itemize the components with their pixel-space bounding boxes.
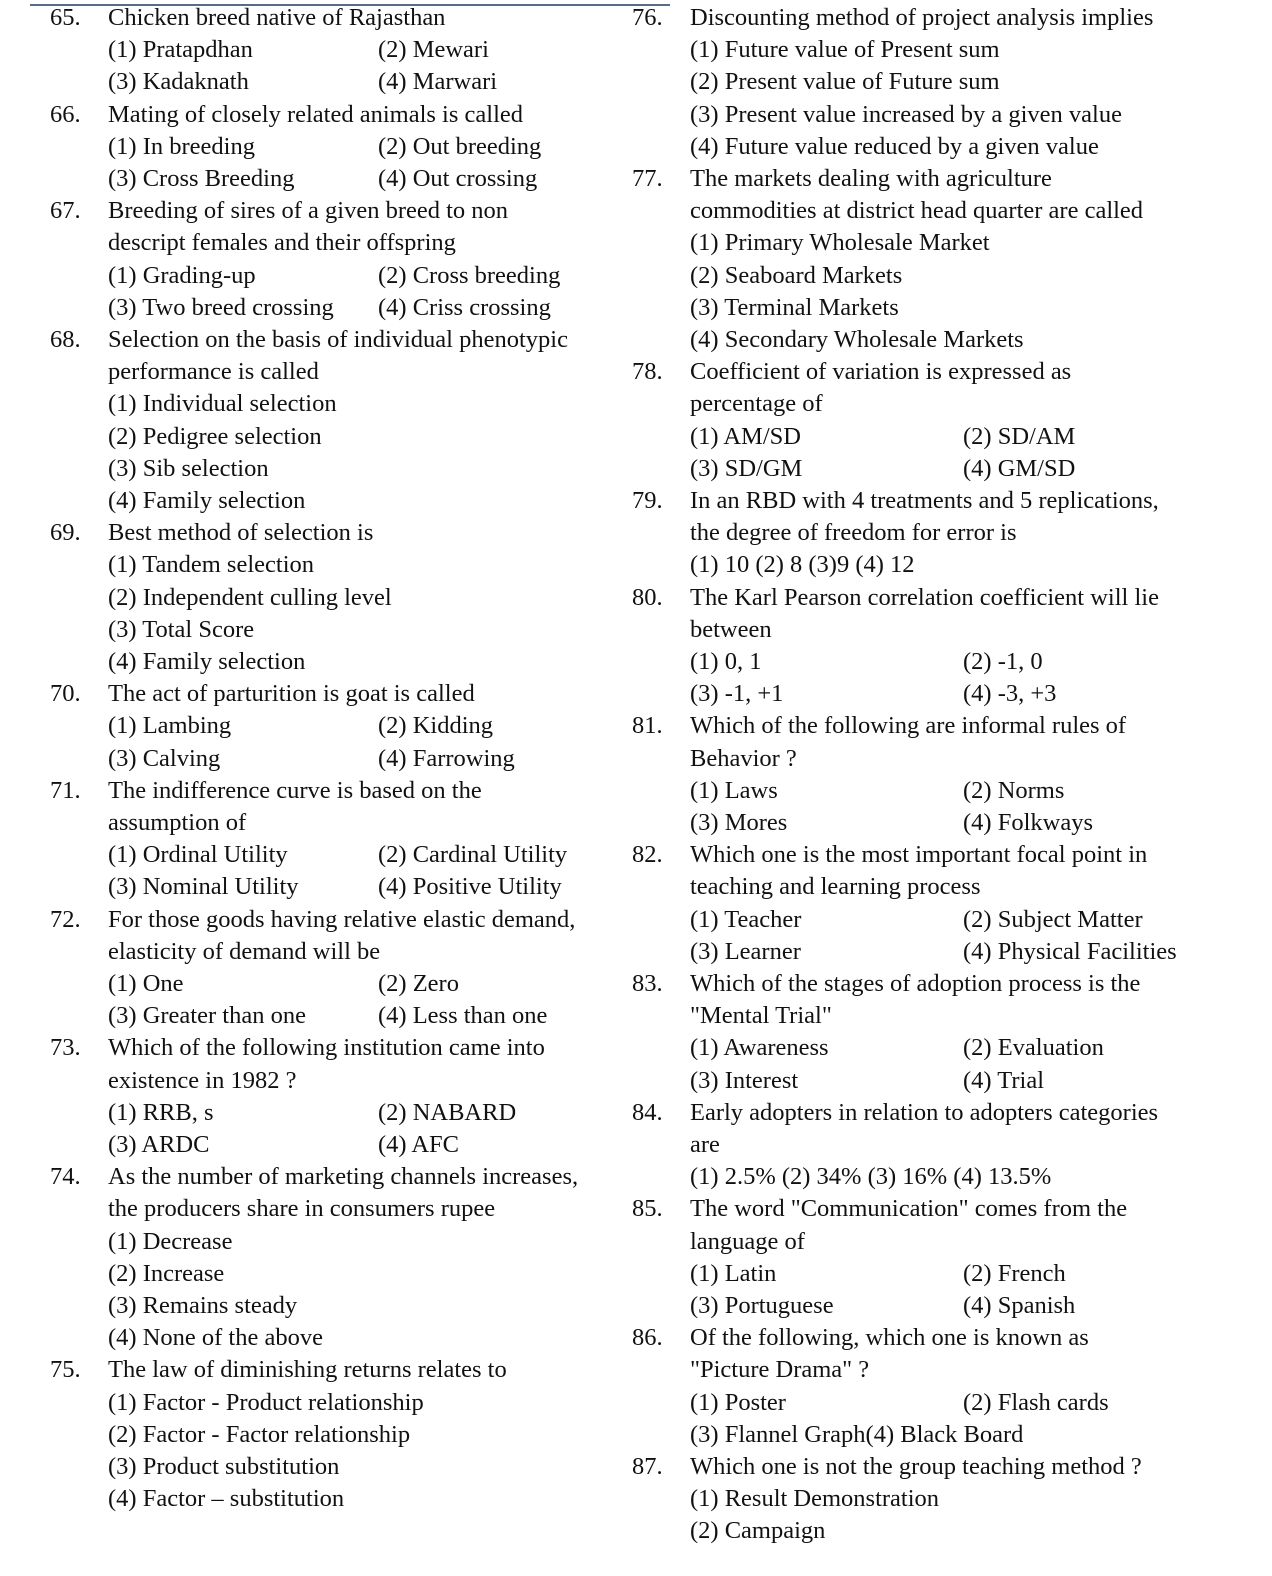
question-stem-line: The word "Communication" comes from the bbox=[690, 1195, 1128, 1223]
question-stem-line: Mating of closely related animals is called bbox=[108, 100, 524, 128]
answer-option-row bbox=[690, 421, 1262, 453]
answer-option: (1) One bbox=[108, 969, 184, 997]
question-number: 71. bbox=[50, 776, 81, 804]
question-stem-line: "Mental Trial" bbox=[690, 1002, 832, 1030]
question-body bbox=[50, 517, 625, 678]
question-number: 67. bbox=[50, 197, 81, 225]
answer-option: (3) Portuguese bbox=[690, 1291, 834, 1319]
question-body bbox=[632, 1451, 1262, 1548]
answer-option-row bbox=[690, 678, 1262, 710]
question-body bbox=[50, 1354, 625, 1515]
answer-option-row bbox=[108, 1129, 625, 1161]
answer-option: (4) Future value reduced by a given value bbox=[690, 132, 1099, 160]
question-item bbox=[50, 2, 625, 99]
question-body bbox=[50, 195, 625, 324]
question-item bbox=[50, 324, 625, 517]
question-stem-line: Of the following, which one is known as bbox=[690, 1324, 1089, 1352]
answer-option: (1) AM/SD bbox=[690, 422, 801, 450]
question-body bbox=[632, 356, 1262, 485]
answer-option: (4) Less than one bbox=[378, 1002, 548, 1030]
question-body bbox=[50, 1161, 625, 1354]
answer-option: (1) Poster bbox=[690, 1388, 786, 1416]
answer-option: (3) SD/GM bbox=[690, 454, 803, 482]
answer-option: (2) NABARD bbox=[378, 1098, 517, 1126]
question-item bbox=[50, 517, 625, 678]
answer-option: (2) Kidding bbox=[378, 712, 493, 740]
question-body bbox=[632, 710, 1262, 839]
question-body bbox=[632, 1322, 1262, 1451]
answer-option: (4) Factor – substitution bbox=[108, 1485, 345, 1513]
question-number: 79. bbox=[632, 487, 663, 515]
question-item bbox=[632, 2, 1262, 163]
question-stem-line: As the number of marketing channels increases, bbox=[108, 1163, 579, 1191]
answer-option: (4) Positive Utility bbox=[378, 873, 562, 901]
answer-option: (3) ARDC bbox=[108, 1130, 210, 1158]
question-stem-line: The indifference curve is based on the bbox=[108, 776, 482, 804]
answer-option: (2) Seaboard Markets bbox=[690, 261, 903, 289]
question-stem-line: The act of parturition is goat is called bbox=[108, 680, 475, 708]
question-item bbox=[632, 485, 1262, 582]
answer-option: (3) Remains steady bbox=[108, 1291, 298, 1319]
question-body bbox=[632, 968, 1262, 1097]
answer-option: (2) Campaign bbox=[690, 1517, 826, 1545]
answer-option-row bbox=[108, 839, 625, 871]
question-stem-line: percentage of bbox=[690, 390, 823, 418]
answer-option: (3) Flannel Graph(4) Black Board bbox=[690, 1420, 1024, 1448]
question-stem-line: For those goods having relative elastic demand, bbox=[108, 905, 576, 933]
question-stem-line: existence in 1982 ? bbox=[108, 1066, 297, 1094]
answer-option: (4) -3, +3 bbox=[963, 680, 1057, 708]
answer-option: (1) Primary Wholesale Market bbox=[690, 229, 990, 257]
answer-option: (3) Present value increased by a given value bbox=[690, 100, 1122, 128]
answer-option: (4) Trial bbox=[963, 1066, 1045, 1094]
answer-option-row bbox=[690, 1032, 1262, 1064]
answer-option: (4) Physical Facilities bbox=[963, 937, 1177, 965]
answer-option: (4) Folkways bbox=[963, 809, 1093, 836]
question-item bbox=[50, 904, 625, 1033]
answer-option-row bbox=[108, 710, 625, 742]
question-stem-line: Breeding of sires of a given breed to non bbox=[108, 197, 509, 225]
question-stem-line: Which one is the most important focal point in bbox=[690, 841, 1148, 869]
question-item bbox=[632, 968, 1262, 1097]
answer-option: (2) Zero bbox=[378, 969, 459, 997]
question-item bbox=[632, 1322, 1262, 1451]
answer-option: (2) Norms bbox=[963, 776, 1065, 804]
answer-option: (4) Marwari bbox=[378, 68, 498, 96]
question-item bbox=[50, 1354, 625, 1515]
answer-option: (2) -1, 0 bbox=[963, 648, 1043, 676]
question-item bbox=[632, 839, 1262, 968]
answer-option: (4) Out crossing bbox=[378, 164, 538, 192]
answer-option-row bbox=[690, 453, 1262, 485]
answer-option-row bbox=[690, 1258, 1262, 1290]
answer-option: (1) 0, 1 bbox=[690, 648, 762, 676]
question-number: 82. bbox=[632, 841, 663, 869]
answer-option: (2) Out breeding bbox=[378, 132, 542, 160]
answer-option: (1) Individual selection bbox=[108, 390, 337, 418]
left-column bbox=[50, 2, 625, 1515]
answer-option-row bbox=[690, 904, 1262, 936]
answer-option: (3) Cross Breeding bbox=[108, 164, 295, 192]
right-column bbox=[632, 2, 1262, 1548]
question-item bbox=[50, 775, 625, 904]
answer-option-row bbox=[108, 131, 625, 163]
question-number: 65. bbox=[50, 4, 81, 31]
answer-option: (4) None of the above bbox=[108, 1324, 323, 1352]
answer-option: (1) RRB, s bbox=[108, 1098, 214, 1126]
question-number: 87. bbox=[632, 1452, 663, 1480]
question-stem-line: Which one is not the group teaching method ? bbox=[690, 1452, 1142, 1480]
question-body bbox=[632, 839, 1262, 968]
question-body bbox=[632, 582, 1262, 711]
answer-option: (3) Greater than one bbox=[108, 1002, 306, 1030]
answer-option: (3) Product substitution bbox=[108, 1452, 340, 1480]
answer-option: (1) Tandem selection bbox=[108, 551, 315, 579]
answer-option: (1) 10 (2) 8 (3)9 (4) 12 bbox=[690, 551, 915, 579]
question-stem-line: Early adopters in relation to adopters categories bbox=[690, 1098, 1159, 1126]
answer-option: (4) GM/SD bbox=[963, 454, 1076, 482]
question-number: 85. bbox=[632, 1195, 663, 1223]
question-item bbox=[632, 163, 1262, 356]
answer-option: (2) Independent culling level bbox=[108, 583, 392, 611]
answer-option-row bbox=[108, 163, 625, 195]
answer-option: (4) AFC bbox=[378, 1130, 460, 1158]
answer-option: (2) Factor - Factor relationship bbox=[108, 1420, 411, 1448]
question-stem-line: the degree of freedom for error is bbox=[690, 519, 1017, 547]
answer-option-row bbox=[690, 1065, 1262, 1097]
answer-option: (1) Ordinal Utility bbox=[108, 841, 288, 869]
answer-option: (4) Farrowing bbox=[378, 744, 515, 772]
answer-option: (2) Increase bbox=[108, 1259, 225, 1287]
answer-option: (1) Factor - Product relationship bbox=[108, 1388, 424, 1416]
question-body bbox=[632, 1193, 1262, 1322]
question-body bbox=[50, 775, 625, 904]
question-body bbox=[50, 324, 625, 517]
answer-option: (4) Secondary Wholesale Markets bbox=[690, 326, 1024, 354]
question-stem-line: between bbox=[690, 615, 772, 643]
answer-option: (4) Family selection bbox=[108, 486, 306, 514]
question-number: 72. bbox=[50, 905, 81, 933]
question-item bbox=[632, 1097, 1262, 1194]
question-stem-line: language of bbox=[690, 1227, 805, 1255]
question-stem-line: Which of the stages of adoption process is the bbox=[690, 969, 1141, 997]
question-item bbox=[632, 1451, 1262, 1548]
question-number: 80. bbox=[632, 583, 663, 611]
question-number: 75. bbox=[50, 1356, 81, 1384]
answer-option: (2) French bbox=[963, 1259, 1066, 1287]
answer-option: (1) Lambing bbox=[108, 712, 232, 740]
answer-option: (3) Sib selection bbox=[108, 454, 269, 482]
question-item bbox=[632, 582, 1262, 711]
question-item bbox=[632, 710, 1262, 839]
answer-option: (1) Pratapdhan bbox=[108, 36, 253, 64]
answer-option: (1) In breeding bbox=[108, 132, 255, 160]
question-item bbox=[50, 678, 625, 775]
question-stem-line: performance is called bbox=[108, 358, 319, 386]
question-stem-line: The law of diminishing returns relates to bbox=[108, 1356, 507, 1384]
answer-option: (1) Grading-up bbox=[108, 261, 256, 289]
question-body bbox=[50, 904, 625, 1033]
answer-option-row bbox=[108, 871, 625, 903]
question-body bbox=[50, 99, 625, 196]
answer-option-row bbox=[690, 775, 1262, 807]
question-stem-line: Chicken breed native of Rajasthan bbox=[108, 4, 446, 31]
question-stem-line: Which of the following institution came into bbox=[108, 1034, 545, 1062]
question-number: 66. bbox=[50, 100, 81, 128]
answer-option: (1) Decrease bbox=[108, 1227, 233, 1255]
answer-option-row bbox=[690, 1290, 1262, 1322]
answer-option-row bbox=[108, 34, 625, 66]
answer-option: (1) 2.5% (2) 34% (3) 16% (4) 13.5% bbox=[690, 1163, 1052, 1191]
answer-option: (3) Two breed crossing bbox=[108, 293, 334, 321]
answer-option-row bbox=[690, 1387, 1262, 1419]
question-stem-line: assumption of bbox=[108, 808, 247, 836]
question-stem-line: The Karl Pearson correlation coefficient will lie bbox=[690, 583, 1159, 611]
answer-option: (1) Latin bbox=[690, 1259, 777, 1287]
answer-option: (1) Future value of Present sum bbox=[690, 36, 1000, 64]
question-number: 84. bbox=[632, 1098, 663, 1126]
question-item bbox=[632, 1193, 1262, 1322]
answer-option: (1) Teacher bbox=[690, 905, 802, 933]
question-number: 77. bbox=[632, 165, 663, 193]
question-number: 81. bbox=[632, 712, 663, 740]
answer-option-row bbox=[108, 1000, 625, 1032]
answer-option: (3) Interest bbox=[690, 1066, 799, 1094]
question-item bbox=[50, 99, 625, 196]
answer-option: (2) Pedigree selection bbox=[108, 422, 322, 450]
question-stem-line: are bbox=[690, 1130, 720, 1158]
question-stem-line: Coefficient of variation is expressed as bbox=[690, 358, 1072, 386]
question-stem-line: The markets dealing with agriculture bbox=[690, 165, 1052, 193]
question-stem-line: Selection on the basis of individual phenotypic bbox=[108, 325, 568, 353]
answer-option-row bbox=[108, 968, 625, 1000]
answer-option: (1) Result Demonstration bbox=[690, 1485, 940, 1513]
answer-option: (3) Total Score bbox=[108, 615, 255, 643]
answer-option: (3) Kadaknath bbox=[108, 68, 249, 96]
answer-option: (3) Nominal Utility bbox=[108, 873, 299, 901]
answer-option: (2) Present value of Future sum bbox=[690, 68, 1000, 96]
answer-option: (2) SD/AM bbox=[963, 422, 1076, 450]
question-item bbox=[50, 1161, 625, 1354]
answer-option: (2) Subject Matter bbox=[963, 905, 1143, 933]
question-stem-line: Best method of selection is bbox=[108, 519, 374, 547]
answer-option: (2) Cross breeding bbox=[378, 261, 561, 289]
question-stem-line: In an RBD with 4 treatments and 5 replications, bbox=[690, 487, 1159, 515]
question-stem-line: elasticity of demand will be bbox=[108, 937, 381, 965]
question-stem-line: teaching and learning process bbox=[690, 873, 981, 901]
question-body bbox=[632, 2, 1262, 163]
answer-option: (3) Terminal Markets bbox=[690, 293, 899, 321]
answer-option: (4) Criss crossing bbox=[378, 293, 551, 321]
answer-option: (1) Awareness bbox=[690, 1034, 829, 1062]
question-body bbox=[50, 2, 625, 99]
answer-option: (3) Calving bbox=[108, 744, 221, 772]
question-stem-line: the producers share in consumers rupee bbox=[108, 1195, 496, 1223]
question-number: 68. bbox=[50, 325, 81, 353]
question-number: 86. bbox=[632, 1324, 663, 1352]
answer-option: (2) Flash cards bbox=[963, 1388, 1109, 1416]
question-body bbox=[50, 1032, 625, 1161]
question-number: 73. bbox=[50, 1034, 81, 1062]
question-stem-line: Behavior ? bbox=[690, 744, 797, 772]
answer-option-row bbox=[690, 936, 1262, 968]
question-item bbox=[50, 195, 625, 324]
question-item bbox=[632, 356, 1262, 485]
answer-option: (3) Mores bbox=[690, 809, 788, 836]
question-number: 70. bbox=[50, 680, 81, 708]
answer-option-row bbox=[690, 807, 1262, 839]
answer-option: (3) Learner bbox=[690, 937, 801, 965]
question-body bbox=[632, 485, 1262, 582]
answer-option-row bbox=[108, 66, 625, 98]
question-body bbox=[632, 163, 1262, 356]
question-stem-line: Discounting method of project analysis implies bbox=[690, 4, 1154, 31]
question-number: 78. bbox=[632, 358, 663, 386]
question-number: 69. bbox=[50, 519, 81, 547]
question-body bbox=[50, 678, 625, 775]
answer-option-row bbox=[108, 1097, 625, 1129]
answer-option-row bbox=[108, 292, 625, 324]
answer-option: (4) Family selection bbox=[108, 647, 306, 675]
question-item bbox=[50, 1032, 625, 1161]
answer-option-row bbox=[690, 646, 1262, 678]
answer-option: (2) Mewari bbox=[378, 36, 489, 64]
question-number: 76. bbox=[632, 4, 663, 31]
answer-option: (1) Laws bbox=[690, 776, 778, 804]
question-stem-line: Which of the following are informal rules of bbox=[690, 712, 1127, 740]
question-stem-line: "Picture Drama" ? bbox=[690, 1356, 870, 1384]
answer-option: (3) -1, +1 bbox=[690, 680, 784, 708]
question-number: 83. bbox=[632, 969, 663, 997]
question-stem-line: descript females and their offspring bbox=[108, 229, 456, 257]
answer-option-row bbox=[108, 260, 625, 292]
answer-option: (2) Evaluation bbox=[963, 1034, 1104, 1062]
question-body bbox=[632, 1097, 1262, 1194]
answer-option-row bbox=[108, 743, 625, 775]
question-number: 74. bbox=[50, 1163, 81, 1191]
answer-option: (4) Spanish bbox=[963, 1291, 1076, 1319]
answer-option: (2) Cardinal Utility bbox=[378, 841, 568, 869]
question-stem-line: commodities at district head quarter are called bbox=[690, 197, 1144, 225]
